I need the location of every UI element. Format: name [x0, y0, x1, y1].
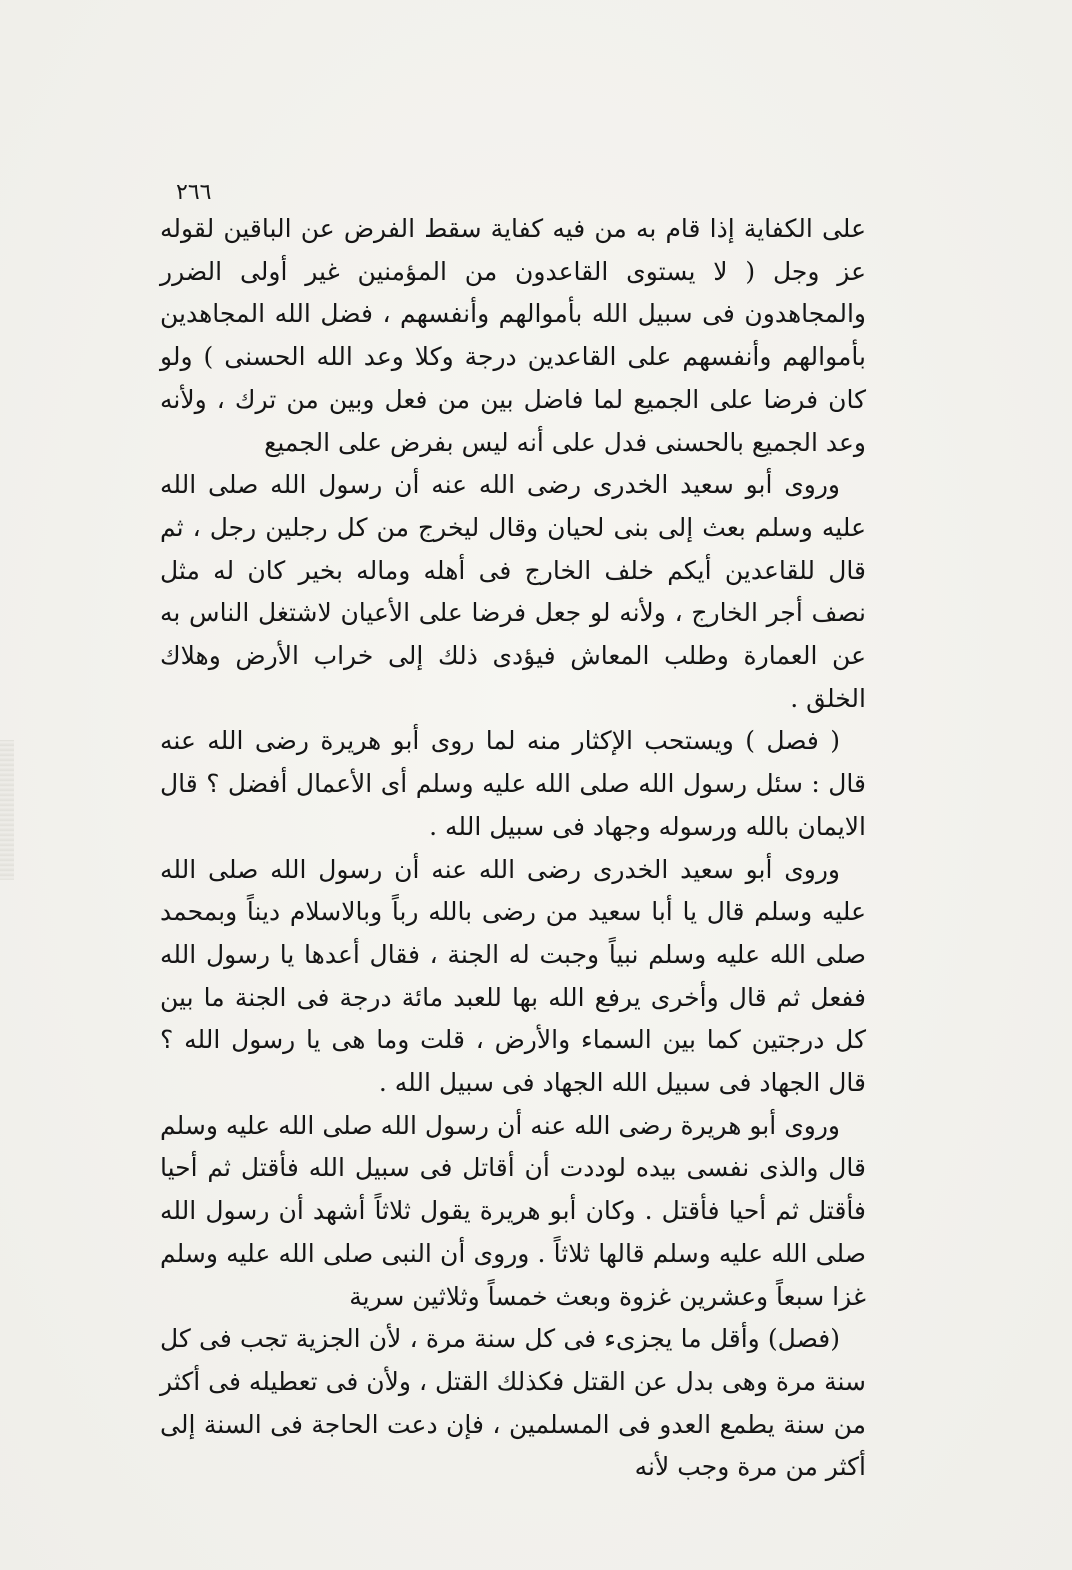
paragraph: وروى أبو سعيد الخدرى رضى الله عنه أن رسول الله صلى الله عليه وسلم قال يا أبا سعيد من رضى بالله رباً وبالاسلام ديناً وبمحمد صلى الله عليه وسلم نبياً وجبت له الجنة ، فقال أعدها يا رسول الله ففعل ثم قال وأخرى يرفع الله بها للعبد مائة درجة فى الجنة ما بين كل درجتين كما بين السماء والأرض ، قلت وما هى يا رسول الله ؟ قال الجهاد فى سبيل الله الجهاد فى سبيل الله . [160, 854, 866, 1098]
paragraph: (فصل) وأقل ما يجزىء فى كل سنة مرة ، لأن الجزية تجب فى كل سنة مرة وهى بدل عن القتل فكذلك القتل ، ولأن فى تعطيله فى أكثر من سنة يطمع العدو فى المسلمين ، فإن دعت الحاجة فى السنة إلى أكثر من مرة وجب لأنه [160, 1324, 866, 1482]
paragraph: وروى أبو هريرة رضى الله عنه أن رسول الله صلى الله عليه وسلم قال والذى نفسى بيده لوددت أن أقاتل فى سبيل الله فأقتل ثم أحيا فأقتل ثم أحيا فأقتل . وكان أبو هريرة يقول ثلاثاً أشهد أن رسول الله صلى الله عليه وسلم قالها ثلاثاً . وروى أن النبى صلى الله عليه وسلم غزا سبعاً وعشرين غزوة وبعث خمساً وثلاثين سرية [160, 1110, 866, 1311]
page-number: ٢٦٦ [176, 180, 212, 205]
scan-edge-noise [0, 740, 14, 880]
paragraph: وروى أبو سعيد الخدرى رضى الله عنه أن رسول الله صلى الله عليه وسلم بعث إلى بنى لحيان وقال ليخرج من كل رجلين رجل ، ثم قال للقاعدين أيكم خلف الخارج فى أهله وماله بخير كان له مثل نصف أجر الخارج ، ولأنه لو جعل فرضا على الأعيان لاشتغل الناس به عن العمارة وطلب المعاش فيؤدى ذلك إلى خراب الأرض وهلاك الخلق . [160, 470, 866, 713]
body-text [160, 208, 866, 1489]
paragraph: ( فصل ) ويستحب الإكثار منه لما روى أبو هريرة رضى الله عنه قال : سئل رسول الله صلى الله عليه وسلم أى الأعمال أفضل ؟ قال الايمان بالله ورسوله وجهاد فى سبيل الله . [160, 726, 866, 841]
paragraph: على الكفاية إذا قام به من فيه كفاية سقط الفرض عن الباقين لقوله عز وجل ( لا يستوى القاعدون من المؤمنين غير أولى الضرر والمجاهدون فى سبيل الله بأموالهم وأنفسهم ، فضل الله المجاهدين بأموالهم وأنفسهم على القاعدين درجة وكلا وعد الله الحسنى ) ولو كان فرضا على الجميع لما فاضل بين من فعل وبين من ترك ، ولأنه وعد الجميع بالحسنى فدل على أنه ليس بفرض على الجميع [160, 214, 866, 457]
